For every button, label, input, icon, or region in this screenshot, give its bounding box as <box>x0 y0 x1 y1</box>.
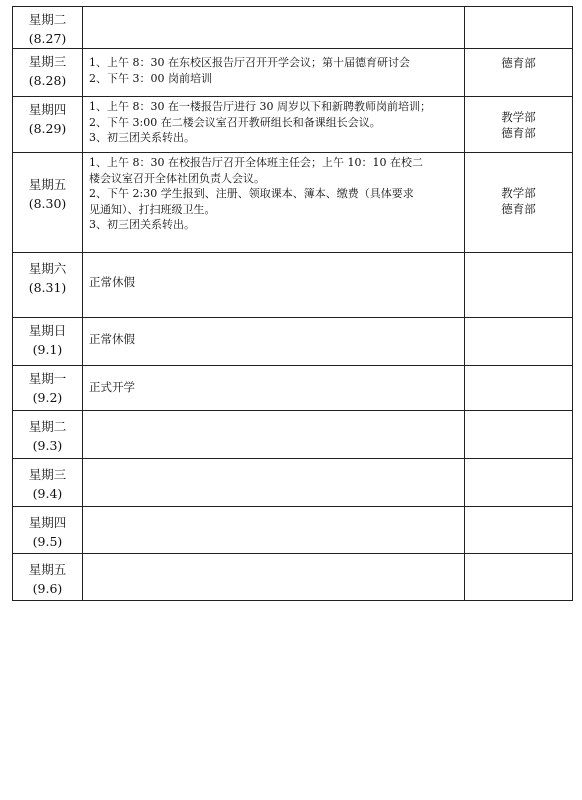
dept-cell <box>465 253 573 318</box>
dept-label: 教学部 <box>501 110 536 124</box>
table-row <box>13 554 573 601</box>
dept-label: 德育部 <box>501 202 536 216</box>
table-row <box>13 507 573 554</box>
weekday-label: 星期二 <box>28 419 67 434</box>
date-label: (8.31) <box>28 280 67 295</box>
dept-cell <box>465 507 573 554</box>
weekday-label: 星期四 <box>28 102 67 117</box>
content-cell <box>83 554 465 601</box>
dept-cell <box>465 49 573 97</box>
dept-label: 教学部 <box>501 186 536 200</box>
table-row <box>13 7 573 49</box>
content-line: 2、下午 3:00 在二楼会议室召开教研组长和备课组长会议。 <box>89 115 381 129</box>
content-cell <box>83 366 465 411</box>
weekday-label: 星期日 <box>28 323 67 338</box>
day-cell <box>13 366 83 411</box>
date-label: (8.28) <box>28 73 67 88</box>
weekday-label: 星期五 <box>28 177 67 192</box>
day-cell <box>13 318 83 366</box>
content-line: 1、上午 8：30 在校报告厅召开全体班主任会；上午 10：10 在校二 <box>89 156 423 169</box>
date-label: (9.4) <box>32 486 63 501</box>
date-label: (9.5) <box>32 534 63 549</box>
date-label: (8.27) <box>28 31 67 46</box>
table-row <box>13 153 573 253</box>
day-cell <box>13 411 83 459</box>
weekday-label: 星期一 <box>28 371 67 386</box>
content-line: 1、上午 8：30 在东校区报告厅召开开学会议；第十届德育研讨会 <box>89 56 410 69</box>
day-cell <box>13 554 83 601</box>
date-label: (9.1) <box>32 342 63 357</box>
date-label: (8.30) <box>28 196 67 211</box>
day-cell <box>13 507 83 554</box>
content-cell <box>83 153 465 253</box>
dept-label: 德育部 <box>501 56 536 70</box>
dept-cell <box>465 366 573 411</box>
dept-cell <box>465 411 573 459</box>
content-line: 2、下午 3：00 岗前培训 <box>89 71 212 85</box>
day-cell <box>13 49 83 97</box>
date-label: (8.29) <box>28 121 67 136</box>
weekday-label: 星期二 <box>28 12 67 27</box>
dept-cell <box>465 318 573 366</box>
weekday-label: 星期三 <box>28 54 67 69</box>
schedule-table <box>12 6 573 601</box>
dept-cell <box>465 459 573 507</box>
date-label: (9.2) <box>32 390 63 405</box>
weekday-label: 星期三 <box>28 467 67 482</box>
table-row <box>13 459 573 507</box>
date-label: (9.3) <box>32 438 63 453</box>
content-cell <box>83 507 465 554</box>
dept-cell <box>465 7 573 49</box>
day-cell <box>13 253 83 318</box>
day-cell <box>13 459 83 507</box>
content-cell <box>83 97 465 153</box>
weekday-label: 星期五 <box>28 562 67 577</box>
content-cell <box>83 7 465 49</box>
content-line: 正常休假 <box>89 332 135 346</box>
day-cell <box>13 7 83 49</box>
day-cell <box>13 97 83 153</box>
content-cell <box>83 253 465 318</box>
content-line: 3、初三团关系转出。 <box>89 218 195 231</box>
content-cell <box>83 459 465 507</box>
dept-cell <box>465 554 573 601</box>
weekday-label: 星期四 <box>28 515 67 530</box>
weekday-label: 星期六 <box>28 261 67 276</box>
table-row <box>13 253 573 318</box>
content-line: 3、初三团关系转出。 <box>89 131 195 144</box>
date-label: (9.6) <box>32 581 63 596</box>
table-row <box>13 366 573 411</box>
dept-label: 德育部 <box>501 126 536 140</box>
content-line: 见通知）、打扫班级卫生。 <box>89 202 216 216</box>
content-line: 楼会议室召开全体社团负责人会议。 <box>89 171 265 185</box>
table-row <box>13 97 573 153</box>
day-cell <box>13 153 83 253</box>
table-row <box>13 49 573 97</box>
content-line: 2、下午 2:30 学生报到、注册、领取课本、簿本、缴费（具体要求 <box>89 187 414 200</box>
table-row <box>13 318 573 366</box>
table-row <box>13 411 573 459</box>
content-cell <box>83 318 465 366</box>
content-line: 正常休假 <box>89 275 135 289</box>
content-cell <box>83 411 465 459</box>
dept-cell <box>465 153 573 253</box>
content-cell <box>83 49 465 97</box>
dept-cell <box>465 97 573 153</box>
content-line: 正式开学 <box>89 380 135 394</box>
content-line: 1、上午 8：30 在一楼报告厅进行 30 周岁以下和新聘教师岗前培训； <box>89 100 431 113</box>
